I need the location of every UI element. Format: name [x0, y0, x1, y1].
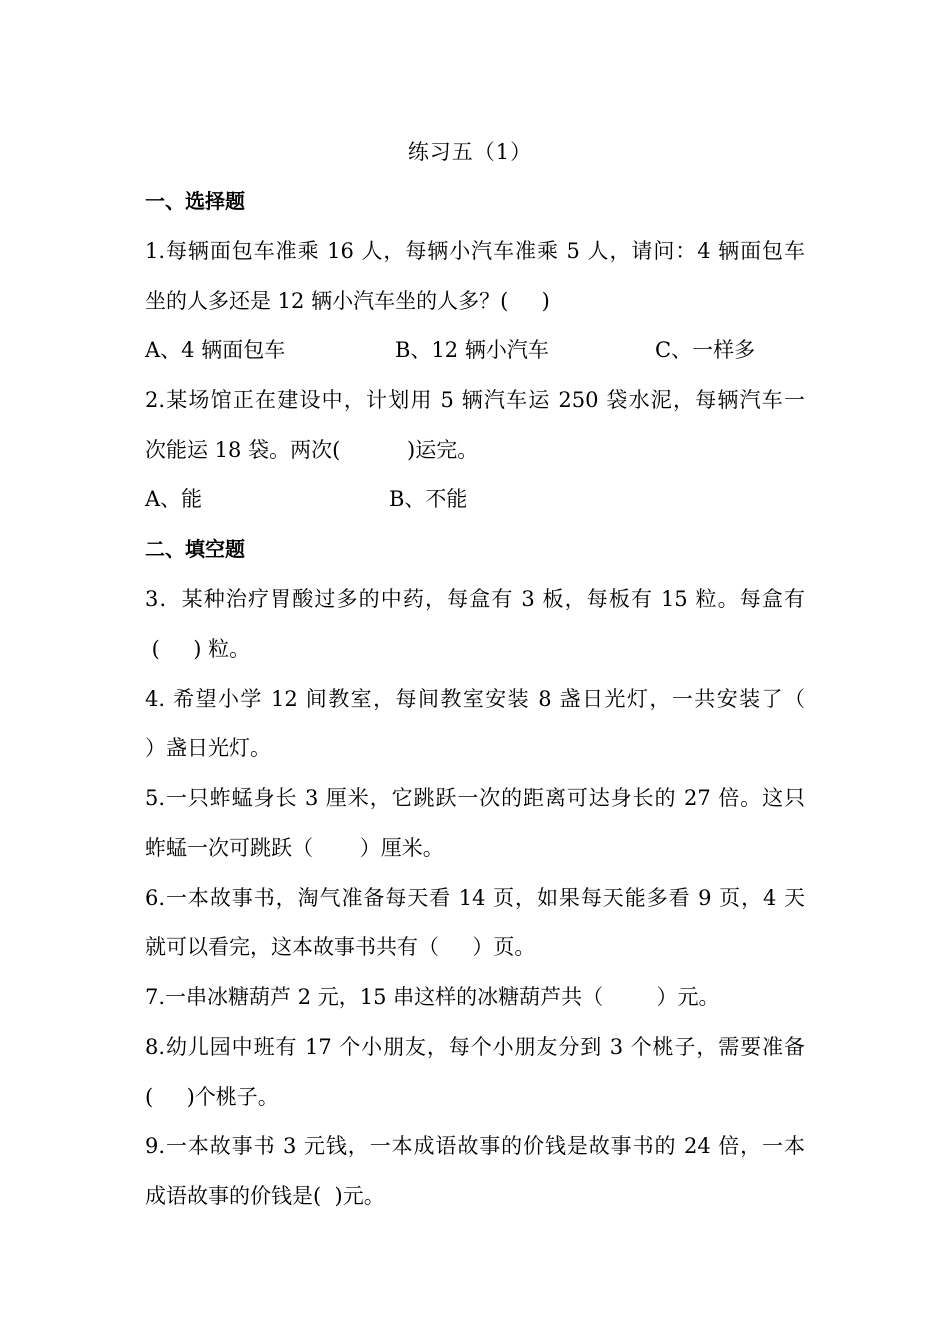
question-7-line-1: 7.一串冰糖葫芦 2 元，15 串这样的冰糖葫芦共（ ）元。: [145, 985, 720, 1009]
question-1-line-1: 1.每辆面包车准乘 16 人，每辆小汽车准乘 5 人，请问：4 辆面包车: [145, 239, 805, 263]
question-5-line-1: 5.一只蚱蜢身长 3 厘米，它跳跃一次的距离可达身长的 27 倍。这只: [145, 786, 805, 810]
question-4-line-2: ）盏日光灯。: [145, 736, 271, 760]
section-heading-choice: 一、选择题: [145, 189, 245, 213]
question-2-option-b: B、不能: [389, 487, 468, 511]
question-9-line-1: 9.一本故事书 3 元钱，一本成语故事的价钱是故事书的 24 倍，一本: [145, 1134, 805, 1158]
question-4-line-1: 4. 希望小学 12 间教室，每间教室安装 8 盏日光灯，一共安装了（: [145, 687, 805, 711]
question-8-line-1: 8.幼儿园中班有 17 个小朋友，每个小朋友分到 3 个桃子，需要准备: [145, 1035, 805, 1059]
question-2-line-1: 2.某场馆正在建设中，计划用 5 辆汽车运 250 袋水泥，每辆汽车一: [145, 388, 805, 412]
question-3-line-1: 3．某种治疗胃酸过多的中药，每盒有 3 板，每板有 15 粒。每盒有: [145, 587, 805, 611]
question-8-line-2: ( )个桃子。: [145, 1085, 279, 1109]
question-2-line-2: 次能运 18 袋。两次( )运完。: [145, 438, 479, 462]
section-heading-fill: 二、填空题: [145, 537, 245, 561]
question-1-line-2: 坐的人多还是 12 辆小汽车坐的人多？( ): [145, 289, 550, 313]
question-3-line-2: ( ) 粒。: [145, 637, 251, 661]
question-1-option-b: B、12 辆小汽车: [395, 338, 549, 362]
question-6-line-2: 就可以看完，这本故事书共有（ ）页。: [145, 935, 536, 959]
question-6-line-1: 6.一本故事书，淘气准备每天看 14 页，如果每天能多看 9 页，4 天: [145, 886, 805, 910]
question-1-option-c: C、一样多: [655, 338, 756, 362]
question-5-line-2: 蚱蜢一次可跳跃（ ）厘米。: [145, 836, 444, 860]
page-title: 练习五（1）: [407, 140, 533, 164]
question-2-option-a: A、能: [145, 487, 203, 511]
question-9-line-2: 成语故事的价钱是( )元。: [145, 1184, 385, 1208]
question-1-option-a: A、4 辆面包车: [145, 338, 286, 362]
